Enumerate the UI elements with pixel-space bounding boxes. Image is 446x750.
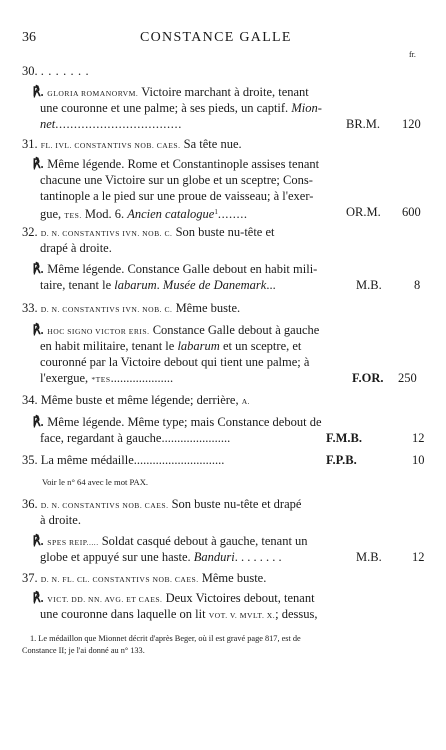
reverse-text: gue,: [40, 207, 65, 221]
obverse-description: Son buste nu-tête et drapé: [171, 497, 302, 511]
entry-31-metal: OR.M.: [346, 205, 381, 219]
footnote-marker: 1: [214, 208, 218, 216]
leader-dots: ...: [266, 278, 276, 292]
entry-31-reverse-1: [32, 156, 319, 172]
obverse-legend: D. N. CONSTANTIVS NOB. CAES.: [40, 501, 169, 510]
reverse-text: ; dessus,: [275, 607, 318, 621]
entry-32-reverse-1: [32, 261, 317, 277]
page-number: 36: [22, 30, 36, 45]
reverse-legend: VICT. DD. NN. AVG. ET CAES.: [47, 595, 163, 604]
entry-31-reverse-2: [40, 172, 313, 188]
leader-dots: ........: [217, 207, 248, 221]
entry-number: 36.: [22, 497, 38, 511]
entry-36-metal: M.B.: [356, 550, 382, 564]
reverse-text: Mod. 6.: [81, 207, 128, 221]
reverse-italic: labarum: [114, 278, 157, 292]
reverse-symbol: ℟.: [32, 590, 44, 605]
reverse-text: Deux Victoires debout, tenant: [165, 591, 315, 605]
obverse-description: Même buste.: [175, 301, 241, 315]
entry-33-heading: [22, 300, 240, 318]
source-reference: Banduri: [193, 550, 235, 564]
reverse-text: globe et appuyé sur une haste.: [40, 550, 194, 564]
reverse-text: .: [156, 278, 163, 292]
entry-number: 37.: [22, 571, 38, 585]
entry-37-reverse-2: [40, 606, 318, 624]
reverse-symbol: ℟.: [32, 322, 44, 337]
entry-number: 30.: [22, 64, 38, 78]
reverse-legend: SPES REIP.....: [47, 538, 99, 547]
footnote-line-1: 1. Le médaillon que Mionnet décrit d'après Beger, où il est gravé page 817, est de: [30, 634, 301, 643]
exergue-legend: TES.: [64, 211, 82, 220]
entry-31-reverse-3: [40, 188, 313, 204]
reverse-text: une couronne et une palme; à ses pieds, un captif.: [40, 101, 292, 115]
entry-35-heading: [22, 452, 224, 468]
entry-31-reverse-4: [40, 204, 248, 224]
reverse-text: et un sceptre, et: [219, 339, 302, 353]
exergue-legend: *TES: [91, 375, 111, 384]
reverse-text: taire, tenant le: [40, 278, 115, 292]
entry-32-heading-2: drapé à droite.: [40, 241, 112, 255]
reverse-text: face, regardant à gauche......................: [40, 431, 231, 445]
reverse-text: Soldat casqué debout à gauche, tenant un: [101, 534, 308, 548]
leader-dots: ..................................: [55, 117, 182, 131]
obverse-description: La même médaille.............................: [40, 453, 225, 467]
entry-33-reverse-4: [40, 370, 173, 388]
source-reference: net: [40, 117, 56, 131]
entry-35-metal: F.P.B.: [326, 453, 357, 467]
entry-number: 32.: [22, 225, 38, 239]
entry-34-heading: [22, 392, 250, 410]
reverse-legend: HOC SIGNO VICTOR ERIS.: [47, 327, 150, 336]
reverse-text: Même légende. Même type; mais Constance debout de: [47, 415, 322, 429]
reverse-symbol: ℟.: [32, 414, 44, 429]
entry-36-heading-2: à droite.: [40, 513, 81, 527]
obverse-legend: FL. IVL. CONSTANTIVS NOB. CAES.: [40, 141, 181, 150]
entry-34-reverse-1: [32, 414, 322, 430]
entry-number: 35.: [22, 453, 38, 467]
reverse-symbol: ℟.: [32, 84, 44, 99]
reverse-text: chacune une Victoire sur un globe et un sceptre; Cons-: [40, 173, 313, 187]
entry-30-reverse-3: [40, 116, 182, 132]
reverse-text: Victoire marchant à droite, tenant: [141, 85, 309, 99]
entry-34-reverse-2: [40, 430, 230, 446]
reverse-text: Même légende. Rome et Constantinople assises tenant: [47, 157, 320, 171]
entry-30-metal: BR.M.: [346, 117, 381, 131]
reverse-legend: VOT. V. MVLT. X.: [208, 611, 276, 620]
entry-30-reverse-2: [40, 100, 322, 116]
entry-34-price: 12: [412, 431, 425, 445]
obverse-description: Même buste et même légende; derrière,: [40, 393, 242, 407]
obverse-legend: D. N. CONSTANTIVS IVN. NOB. C.: [40, 229, 173, 238]
entry-dots: . . . . . . .: [40, 64, 90, 78]
entry-33-price: 250: [398, 371, 417, 385]
entry-36-reverse-2: [40, 549, 282, 565]
reverse-symbol: ℟.: [32, 156, 44, 171]
reverse-text: Même légende. Constance Galle debout en habit mili-: [47, 262, 318, 276]
entry-32-price: 8: [414, 278, 421, 292]
reverse-legend: GLORIA ROMANORVM.: [47, 89, 139, 98]
entry-37-heading: [22, 570, 266, 588]
entry-33-reverse-3: [40, 354, 309, 370]
entry-33-reverse-2: [40, 338, 301, 354]
entry-32-metal: M.B.: [356, 278, 382, 292]
source-reference: Ancien catalogue: [127, 207, 215, 221]
reverse-text: l'exergue,: [40, 371, 92, 385]
reverse-text: tantinople a le pied sur une proue de vaisseau; à l'exer-: [40, 189, 314, 203]
reverse-symbol: ℟.: [32, 261, 44, 276]
obverse-legend: D. N. FL. CL. CONSTANTIVS NOB. CAES.: [40, 575, 199, 584]
entry-30-price: 120: [402, 117, 421, 131]
price-column-label: fr.: [409, 50, 416, 59]
reverse-symbol: ℟.: [32, 533, 44, 548]
reverse-text: en habit militaire, tenant le: [40, 339, 178, 353]
entry-32-reverse-2: [40, 277, 276, 293]
running-head: CONSTANCE GALLE: [140, 30, 292, 45]
reverse-text: couronné par la Victoire debout qui tient une palme; à: [40, 355, 310, 369]
leader-dots: ....................: [110, 371, 174, 385]
entry-33-metal: F.OR.: [352, 371, 384, 385]
reverse-text: Constance Galle debout à gauche: [152, 323, 320, 337]
source-reference: Mion-: [291, 101, 322, 115]
entry-30-heading: [22, 63, 89, 79]
obverse-description: Sa tête nue.: [183, 137, 242, 151]
entry-number: 33.: [22, 301, 38, 315]
leader-dots: . . . . . . . .: [234, 550, 282, 564]
source-reference: Musée de Danemark: [162, 278, 267, 292]
footnote-line-2: Constance II; je l'ai donné au n° 133.: [22, 646, 145, 655]
obverse-legend: A.: [241, 397, 251, 406]
obverse-description: Son buste nu-tête et: [175, 225, 275, 239]
cross-reference-note: Voir le n° 64 avec le mot PAX.: [42, 477, 149, 487]
entry-34-metal: F.M.B.: [326, 431, 362, 445]
reverse-italic: labarum: [177, 339, 220, 353]
entry-36-price: 12: [412, 550, 425, 564]
entry-31-price: 600: [402, 205, 421, 219]
reverse-text: une couronne dans laquelle on lit: [40, 607, 209, 621]
entry-31-heading: [22, 136, 242, 154]
entry-number: 31.: [22, 137, 38, 151]
obverse-legend: D. N. CONSTANTIVS IVN. NOB. C.: [40, 305, 173, 314]
entry-number: 34.: [22, 393, 38, 407]
entry-35-price: 10: [412, 453, 425, 467]
obverse-description: Même buste.: [201, 571, 267, 585]
